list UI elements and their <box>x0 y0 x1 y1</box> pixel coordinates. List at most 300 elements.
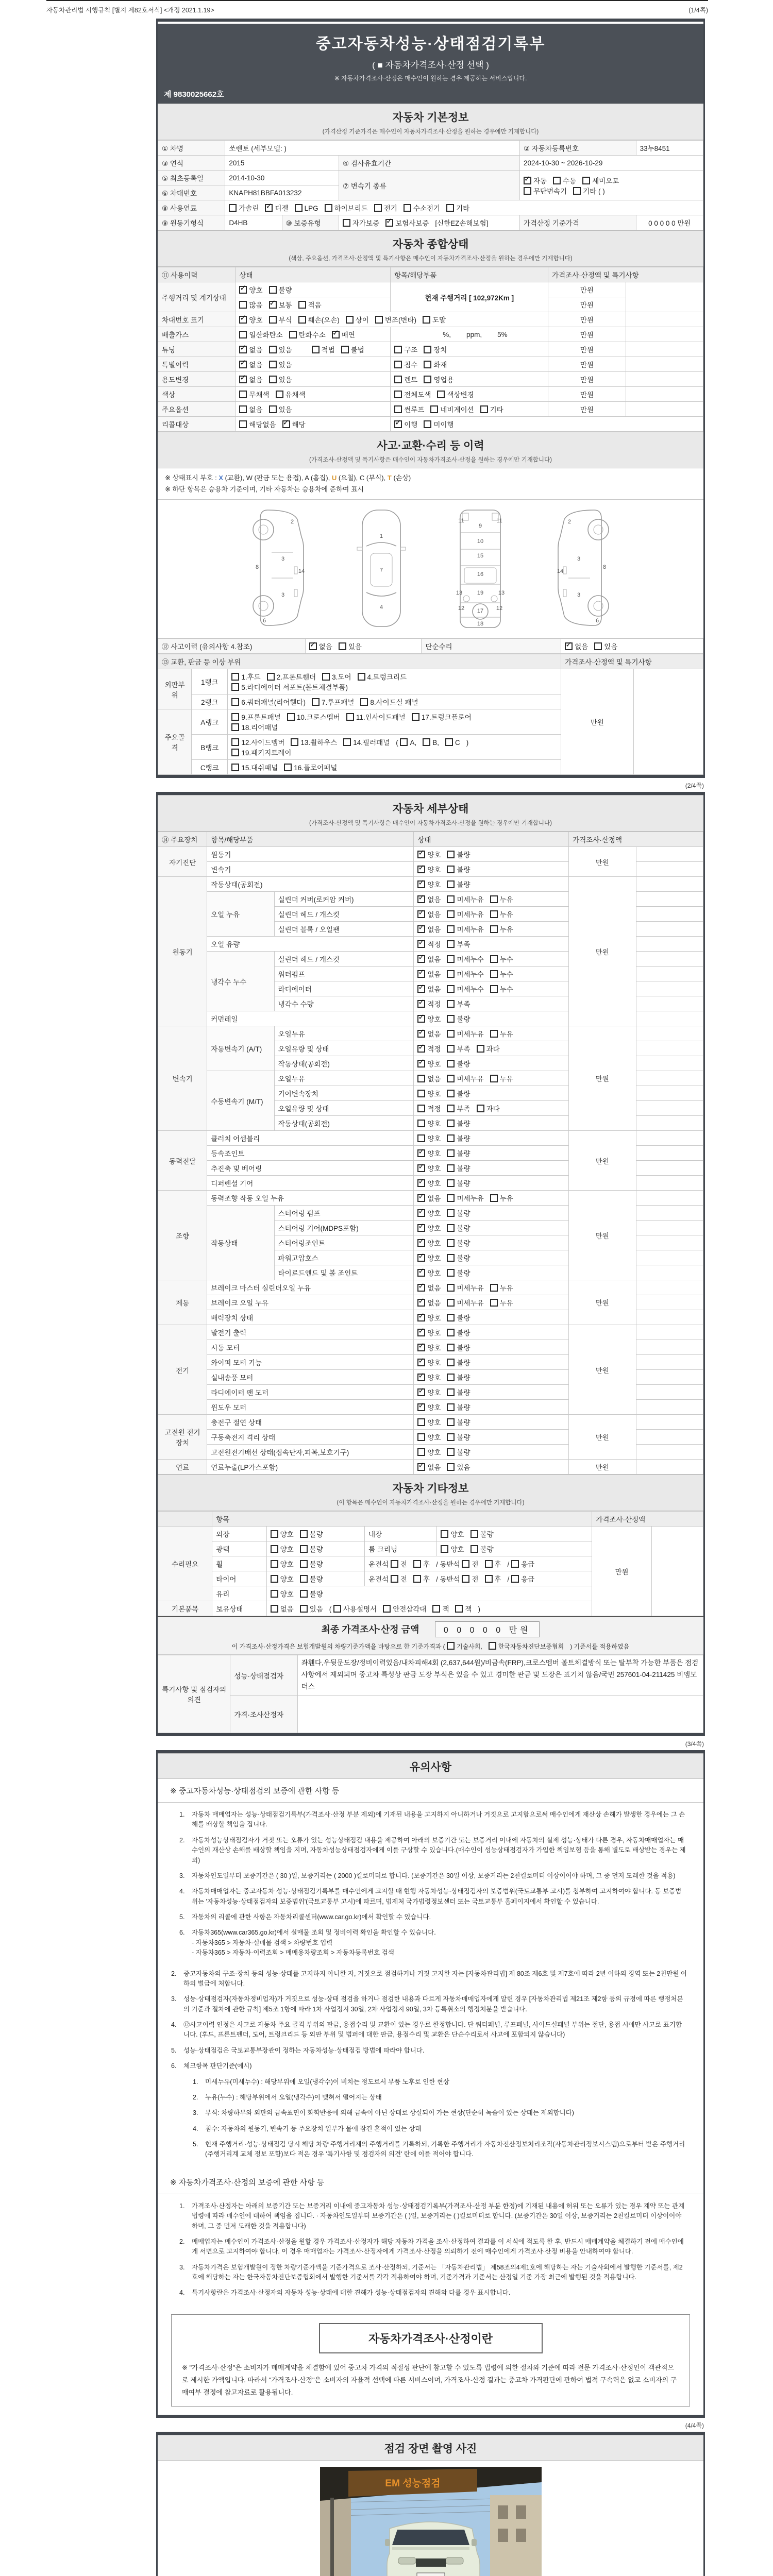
checkbox-option[interactable]: 양호 <box>271 1544 294 1554</box>
checkbox-icon[interactable] <box>490 1075 498 1082</box>
checkbox-group-cell[interactable] <box>414 1460 569 1475</box>
checkbox-option[interactable]: 불량 <box>447 1088 470 1098</box>
checkbox-icon[interactable] <box>322 673 330 681</box>
checkbox-option[interactable]: 불량 <box>447 1402 470 1412</box>
checkbox-group-cell[interactable] <box>414 1235 569 1250</box>
checkbox-icon[interactable] <box>341 346 349 353</box>
checkbox-icon[interactable] <box>447 1194 455 1202</box>
checkbox-option[interactable]: ✓자동 <box>524 175 547 185</box>
checkbox-icon[interactable] <box>271 1545 278 1553</box>
checked-checkbox-icon[interactable] <box>394 420 402 428</box>
checked-checkbox-icon[interactable] <box>417 866 425 873</box>
checkbox-icon[interactable] <box>391 1575 398 1583</box>
checkbox-option[interactable]: ✓ 양호 <box>417 1223 441 1233</box>
checkbox-option[interactable]: 양호 <box>417 1133 441 1143</box>
checkbox-icon[interactable] <box>447 1269 455 1277</box>
checked-checkbox-icon[interactable] <box>417 1299 425 1307</box>
checkbox-option[interactable]: ✓ 없음 <box>417 1193 441 1203</box>
checkbox-option[interactable]: 3.도어 <box>322 671 351 682</box>
checkbox-option[interactable]: 누유 <box>490 924 513 934</box>
checkbox-option[interactable]: 전기 <box>374 202 397 213</box>
checkbox-icon[interactable] <box>231 698 239 706</box>
checkbox-option[interactable]: 불량 <box>447 849 470 859</box>
checked-checkbox-icon[interactable] <box>417 955 425 963</box>
checkbox-option[interactable]: 있음 <box>269 359 292 369</box>
checkbox-icon[interactable] <box>417 1075 425 1082</box>
checkbox-group-cell[interactable] <box>414 847 569 862</box>
checkbox-option[interactable]: 미세누유 <box>447 909 483 919</box>
checkbox-option[interactable]: 11.인사이드패널 <box>346 711 406 722</box>
checkbox-group-cell[interactable] <box>414 1385 569 1400</box>
checkbox-option[interactable]: 누수 <box>490 984 513 994</box>
checkbox-option[interactable]: 16.플로어패널 <box>284 762 337 772</box>
checkbox-option[interactable]: 없음 <box>271 1603 294 1614</box>
checked-checkbox-icon[interactable] <box>309 642 317 650</box>
checkbox-option[interactable]: ✓ 없음 <box>417 969 441 979</box>
checkbox-option[interactable]: 미세누유 <box>447 1028 483 1039</box>
checkbox-icon[interactable] <box>447 1418 455 1426</box>
checkbox-icon[interactable] <box>231 673 239 681</box>
checkbox-icon[interactable] <box>447 1463 455 1471</box>
checkbox-group-cell[interactable] <box>414 1206 569 1221</box>
checkbox-option[interactable]: 미세누유 <box>447 1297 483 1308</box>
checkbox-option[interactable]: ✓ 보험사보증 <box>385 217 429 228</box>
checkbox-icon[interactable] <box>447 1045 455 1053</box>
checkbox-icon[interactable] <box>298 301 306 309</box>
checkbox-icon[interactable] <box>432 1605 440 1613</box>
checkbox-option[interactable]: 부족 <box>447 1103 470 1113</box>
checkbox-option[interactable]: A, <box>400 738 416 747</box>
checkbox-icon[interactable] <box>447 1642 455 1650</box>
checkbox-group-cell[interactable] <box>414 1325 569 1340</box>
checkbox-icon[interactable] <box>447 1403 455 1411</box>
checkbox-icon[interactable] <box>489 1642 496 1650</box>
checkbox-group-cell[interactable] <box>236 357 391 372</box>
checkbox-icon[interactable] <box>582 177 590 184</box>
checkbox-option[interactable]: B, <box>423 738 439 747</box>
checkbox-icon[interactable] <box>490 985 498 993</box>
checkbox-option[interactable]: 훼손(오손) <box>298 314 340 325</box>
checkbox-icon[interactable] <box>447 1120 455 1127</box>
checkbox-group-cell[interactable] <box>414 922 569 937</box>
checkbox-icon[interactable] <box>447 1179 455 1187</box>
checked-checkbox-icon[interactable] <box>417 1015 425 1023</box>
checkbox-icon[interactable] <box>271 1560 278 1568</box>
checked-checkbox-icon[interactable] <box>417 880 425 888</box>
checkbox-option[interactable]: 적음 <box>298 299 322 310</box>
checkbox-group-cell[interactable] <box>414 877 569 892</box>
checkbox-option[interactable]: 없음 <box>417 1073 441 1083</box>
checkbox-option[interactable]: 무단변속기 <box>524 185 567 196</box>
checkbox-icon[interactable] <box>417 1433 425 1441</box>
checkbox-option[interactable]: ✓ 없음 <box>239 374 262 384</box>
checkbox-icon[interactable] <box>447 1000 455 1008</box>
checkbox-icon[interactable] <box>485 1560 493 1568</box>
checkbox-option[interactable]: 잭 <box>432 1603 449 1614</box>
checkbox-option[interactable]: 불량 <box>447 1447 470 1457</box>
checkbox-icon[interactable] <box>417 1105 425 1112</box>
checkbox-option[interactable]: 양호 <box>417 1118 441 1128</box>
checkbox-icon[interactable] <box>490 895 498 903</box>
checkbox-group-cell[interactable] <box>414 907 569 922</box>
checked-checkbox-icon[interactable] <box>417 1239 425 1247</box>
checkbox-group-cell[interactable] <box>561 639 703 654</box>
checkbox-icon[interactable] <box>239 420 247 428</box>
checkbox-option[interactable]: ✓ 양호 <box>239 314 262 325</box>
checkbox-option[interactable]: 자가보증 <box>343 217 379 228</box>
checkbox-icon[interactable] <box>229 204 237 212</box>
checkbox-option[interactable]: 7.루프패널 <box>312 697 354 707</box>
checkbox-option[interactable]: ✓양호 <box>239 284 262 295</box>
checkbox-option[interactable]: 부족 <box>447 998 470 1009</box>
checkbox-option[interactable]: 있음 <box>594 641 617 651</box>
checkbox-option[interactable]: 전체도색 <box>394 389 431 399</box>
checkbox-option[interactable]: 있음 <box>269 374 292 384</box>
checkbox-option[interactable]: 전 <box>462 1573 478 1584</box>
checkbox-option[interactable]: 후 <box>485 1573 501 1584</box>
checked-checkbox-icon[interactable] <box>417 940 425 948</box>
checkbox-option[interactable]: LPG <box>295 204 318 212</box>
checkbox-option[interactable]: 네비게이션 <box>430 404 474 414</box>
checkbox-group-cell[interactable] <box>414 1026 569 1041</box>
checked-checkbox-icon[interactable] <box>417 1329 425 1336</box>
checkbox-option[interactable]: ✓ 양호 <box>417 1208 441 1218</box>
checkbox-option[interactable]: 14.필러패널 <box>343 737 390 747</box>
checkbox-icon[interactable] <box>445 738 453 746</box>
checkbox-option[interactable]: 일산화탄소 <box>239 329 282 340</box>
checkbox-icon[interactable] <box>231 764 239 771</box>
checkbox-option[interactable]: 19.패키지트레이 <box>231 747 291 757</box>
checkbox-option[interactable]: 불량 <box>447 1133 470 1143</box>
checkbox-icon[interactable] <box>470 1545 478 1553</box>
checked-checkbox-icon[interactable] <box>417 895 425 903</box>
checkbox-option[interactable]: 13.휠하우스 <box>291 737 337 747</box>
checkbox-option[interactable]: 있음 <box>447 1462 470 1472</box>
checkbox-option[interactable]: 기타 <box>446 202 469 213</box>
checkbox-option[interactable]: 전 <box>391 1558 407 1569</box>
checkbox-icon[interactable] <box>300 1605 308 1613</box>
checkbox-icon[interactable] <box>424 361 431 368</box>
checkbox-icon[interactable] <box>447 1374 455 1381</box>
checkbox-option[interactable]: 양호 <box>417 1432 441 1442</box>
checkbox-icon[interactable] <box>287 713 295 721</box>
checkbox-option[interactable]: 부족 <box>447 1043 470 1054</box>
checked-checkbox-icon[interactable] <box>417 1284 425 1292</box>
checkbox-option[interactable]: 있음 <box>300 1603 323 1614</box>
checkbox-icon[interactable] <box>490 925 498 933</box>
checkbox-option[interactable]: 전 <box>391 1573 407 1584</box>
checkbox-option[interactable]: 적법 <box>312 344 335 354</box>
checkbox-option[interactable]: 15.대쉬패널 <box>231 762 278 772</box>
checked-checkbox-icon[interactable] <box>417 1045 425 1053</box>
checkbox-group-cell[interactable] <box>236 417 391 432</box>
checkbox-icon[interactable] <box>446 204 454 212</box>
checkbox-option[interactable]: 전 <box>462 1558 478 1569</box>
checkbox-option[interactable]: 과다 <box>477 1103 500 1113</box>
checkbox-option[interactable]: 1.후드 <box>231 671 260 682</box>
checkbox-option[interactable]: 양호 <box>417 1447 441 1457</box>
checkbox-option[interactable]: 많음 <box>239 299 262 310</box>
checkbox-option[interactable]: 미세누유 <box>447 1073 483 1083</box>
checkbox-group-cell[interactable] <box>225 200 703 215</box>
checkbox-option[interactable]: 도말 <box>423 314 446 325</box>
checkbox-option[interactable]: 영업용 <box>424 374 453 384</box>
checkbox-group-cell[interactable] <box>414 1056 569 1071</box>
checkbox-option[interactable]: 불량 <box>300 1573 323 1584</box>
checkbox-option[interactable]: ✓ 적정 <box>417 1043 441 1054</box>
checkbox-option[interactable]: 6.쿼터패널(리어휀다) <box>231 697 306 707</box>
checkbox-group-cell[interactable] <box>414 1011 569 1026</box>
checkbox-option[interactable]: 가솔린 <box>229 202 259 213</box>
checkbox-icon[interactable] <box>594 642 602 650</box>
checkbox-icon[interactable] <box>424 376 431 383</box>
checkbox-icon[interactable] <box>374 204 382 212</box>
checkbox-icon[interactable] <box>447 851 455 858</box>
checkbox-option[interactable]: ✓ 양호 <box>417 1357 441 1367</box>
checkbox-group-cell[interactable] <box>365 1556 592 1571</box>
checkbox-icon[interactable] <box>300 1575 308 1583</box>
checkbox-option[interactable]: ✓ 없음 <box>417 1462 441 1472</box>
checkbox-group-cell[interactable] <box>414 981 569 996</box>
checkbox-option[interactable]: 한국자동차진단보증협회 <box>489 1642 564 1651</box>
checkbox-icon[interactable] <box>447 1209 455 1217</box>
checkbox-group-cell[interactable] <box>391 357 548 372</box>
checked-checkbox-icon[interactable] <box>417 1209 425 1217</box>
checked-checkbox-icon[interactable] <box>417 1000 425 1008</box>
checkbox-option[interactable]: 불량 <box>447 1372 470 1382</box>
checkbox-group-cell[interactable] <box>414 862 569 877</box>
checkbox-icon[interactable] <box>441 1545 448 1553</box>
checkbox-icon[interactable] <box>511 1575 519 1583</box>
checkbox-icon[interactable] <box>383 1605 391 1613</box>
checkbox-group-cell[interactable] <box>266 1527 365 1541</box>
checkbox-icon[interactable] <box>447 880 455 888</box>
checkbox-option[interactable]: 후 <box>413 1573 430 1584</box>
checkbox-icon[interactable] <box>300 1560 308 1568</box>
checkbox-icon[interactable] <box>447 1448 455 1456</box>
checkbox-icon[interactable] <box>360 698 368 706</box>
checkbox-option[interactable]: ✓ 양호 <box>417 1372 441 1382</box>
checkbox-group-cell[interactable] <box>414 1400 569 1415</box>
checkbox-option[interactable]: 장치 <box>424 344 447 354</box>
checkbox-group-cell[interactable] <box>236 387 391 402</box>
checkbox-option[interactable]: 불량 <box>447 1327 470 1337</box>
checkbox-option[interactable]: 불량 <box>447 1387 470 1397</box>
checkbox-option[interactable]: 있음 <box>339 641 362 651</box>
checkbox-group-cell[interactable] <box>339 215 519 230</box>
checkbox-option[interactable]: 미세누유 <box>447 894 483 904</box>
checkbox-option[interactable]: ✓ 없음 <box>417 954 441 964</box>
checkbox-option[interactable]: ✓ 없음 <box>417 984 441 994</box>
checked-checkbox-icon[interactable] <box>417 851 425 858</box>
checkbox-option[interactable]: 불량 <box>447 1163 470 1173</box>
checkbox-option[interactable]: ✓ 없음 <box>309 641 332 651</box>
checked-checkbox-icon[interactable] <box>385 219 393 227</box>
checkbox-option[interactable]: 누수 <box>490 969 513 979</box>
checkbox-icon[interactable] <box>269 376 277 383</box>
checkbox-option[interactable]: 양호 <box>271 1588 294 1599</box>
checkbox-group-cell[interactable] <box>414 1430 569 1445</box>
checkbox-icon[interactable] <box>333 1605 341 1613</box>
checkbox-icon[interactable] <box>413 1560 421 1568</box>
checkbox-group-cell[interactable] <box>414 1295 569 1310</box>
checkbox-group-cell[interactable] <box>391 372 548 387</box>
checkbox-icon[interactable] <box>400 738 408 746</box>
checkbox-icon[interactable] <box>291 738 298 746</box>
checkbox-icon[interactable] <box>490 1299 498 1307</box>
checkbox-option[interactable]: 해당없음 <box>239 419 276 429</box>
checkbox-icon[interactable] <box>447 910 455 918</box>
checkbox-option[interactable]: 양호 <box>271 1529 294 1539</box>
checked-checkbox-icon[interactable] <box>417 1194 425 1202</box>
checkbox-icon[interactable] <box>231 749 239 756</box>
checkbox-icon[interactable] <box>343 738 351 746</box>
checked-checkbox-icon[interactable] <box>265 204 273 212</box>
checkbox-icon[interactable] <box>447 1224 455 1232</box>
checkbox-option[interactable]: ✓ 양호 <box>417 1178 441 1188</box>
checkbox-option[interactable]: 후 <box>413 1558 430 1569</box>
checkbox-icon[interactable] <box>477 1105 484 1112</box>
checkbox-option[interactable]: 썬루프 <box>394 404 424 414</box>
checkbox-option[interactable]: 5.라디에이터 서포트(볼트체결부품) <box>231 682 348 692</box>
checkbox-option[interactable]: 양호 <box>417 1417 441 1427</box>
checkbox-icon[interactable] <box>300 1590 308 1598</box>
checkbox-icon[interactable] <box>231 738 239 746</box>
checkbox-icon[interactable] <box>284 764 292 771</box>
checkbox-group-cell[interactable] <box>414 1370 569 1385</box>
checkbox-option[interactable]: 과다 <box>477 1043 500 1054</box>
checkbox-icon[interactable] <box>447 985 455 993</box>
checkbox-group-cell[interactable] <box>236 342 391 357</box>
checkbox-option[interactable]: 불량 <box>447 1208 470 1218</box>
checkbox-option[interactable]: 없음 <box>239 404 262 414</box>
checkbox-option[interactable]: ✓ 없음 <box>417 1028 441 1039</box>
checked-checkbox-icon[interactable] <box>332 331 340 338</box>
checked-checkbox-icon[interactable] <box>269 301 277 309</box>
checkbox-icon[interactable] <box>269 316 277 324</box>
checkbox-group-cell[interactable] <box>414 1146 569 1161</box>
checkbox-option[interactable]: ✓ 양호 <box>417 1402 441 1412</box>
checkbox-option[interactable]: 양호 <box>417 1088 441 1098</box>
checkbox-icon[interactable] <box>295 204 303 212</box>
checkbox-icon[interactable] <box>239 331 247 338</box>
checkbox-icon[interactable] <box>447 1314 455 1321</box>
checkbox-option[interactable]: 17.트렁크플로어 <box>412 711 472 722</box>
checkbox-group-cell[interactable] <box>414 1445 569 1460</box>
checkbox-option[interactable]: 불량 <box>447 1342 470 1352</box>
checked-checkbox-icon[interactable] <box>417 1030 425 1038</box>
checkbox-icon[interactable] <box>441 1530 448 1538</box>
checkbox-option[interactable]: ✓ 없음 <box>417 909 441 919</box>
checkbox-option[interactable]: 수소전기 <box>404 202 440 213</box>
checkbox-group-cell[interactable] <box>414 1071 569 1086</box>
checkbox-group-cell[interactable] <box>414 892 569 907</box>
checkbox-option[interactable]: 4.트렁크리드 <box>358 671 407 682</box>
checkbox-option[interactable]: 불량 <box>300 1544 323 1554</box>
checkbox-option[interactable]: 적정 <box>417 1103 441 1113</box>
checkbox-option[interactable]: 화재 <box>424 359 447 369</box>
checkbox-group-cell[interactable] <box>414 1176 569 1191</box>
checkbox-icon[interactable] <box>423 316 430 324</box>
checkbox-option[interactable]: 불량 <box>269 284 292 295</box>
checkbox-icon[interactable] <box>417 1090 425 1097</box>
checkbox-option[interactable]: 불량 <box>447 879 470 889</box>
checkbox-icon[interactable] <box>447 1015 455 1023</box>
checkbox-group-cell[interactable] <box>236 312 548 327</box>
checkbox-icon[interactable] <box>490 1194 498 1202</box>
checkbox-group-cell[interactable] <box>414 996 569 1011</box>
checkbox-option[interactable]: 누유 <box>490 894 513 904</box>
checked-checkbox-icon[interactable] <box>417 985 425 993</box>
checked-checkbox-icon[interactable] <box>417 1403 425 1411</box>
checkbox-icon[interactable] <box>312 698 320 706</box>
checkbox-icon[interactable] <box>430 405 438 413</box>
checkbox-option[interactable]: 변조(변타) <box>375 314 416 325</box>
checkbox-option[interactable]: 상이 <box>346 314 369 325</box>
checkbox-option[interactable]: 누유 <box>490 1193 513 1203</box>
checkbox-icon[interactable] <box>447 1359 455 1366</box>
checkbox-option[interactable]: 후 <box>485 1558 501 1569</box>
checkbox-option[interactable]: 양호 <box>441 1544 464 1554</box>
checkbox-icon[interactable] <box>346 316 354 324</box>
checkbox-icon[interactable] <box>447 1105 455 1112</box>
checkbox-icon[interactable] <box>490 1030 498 1038</box>
checkbox-option[interactable]: ✓ 양호 <box>417 1163 441 1173</box>
checkbox-icon[interactable] <box>404 204 411 212</box>
checkbox-group-cell[interactable] <box>236 327 391 342</box>
checkbox-group-cell[interactable] <box>391 402 548 417</box>
checkbox-option[interactable]: ✓ 없음 <box>565 641 588 651</box>
checkbox-group-cell[interactable] <box>266 1556 365 1571</box>
checkbox-icon[interactable] <box>462 1575 469 1583</box>
checkbox-group-cell[interactable] <box>391 342 548 357</box>
checkbox-icon[interactable] <box>447 1149 455 1157</box>
checkbox-option[interactable]: 불량 <box>447 1357 470 1367</box>
checkbox-option[interactable]: 누유 <box>490 909 513 919</box>
checkbox-option[interactable]: 응급 <box>511 1558 534 1569</box>
checkbox-group-cell[interactable] <box>414 1355 569 1370</box>
checked-checkbox-icon[interactable] <box>417 1463 425 1471</box>
checkbox-option[interactable]: ✓ 양호 <box>417 1312 441 1323</box>
checkbox-option[interactable]: 안전삼각대 <box>383 1603 426 1614</box>
checkbox-icon[interactable] <box>269 405 277 413</box>
checkbox-group-cell[interactable] <box>414 1041 569 1056</box>
checkbox-group-cell[interactable] <box>236 297 391 312</box>
checkbox-group-cell[interactable] <box>391 417 703 432</box>
checked-checkbox-icon[interactable] <box>417 1314 425 1321</box>
checkbox-option[interactable]: 불량 <box>447 1252 470 1263</box>
checkbox-icon[interactable] <box>573 187 581 195</box>
checkbox-icon[interactable] <box>325 204 332 212</box>
checkbox-option[interactable]: 수동 <box>553 175 576 185</box>
checked-checkbox-icon[interactable] <box>239 286 247 294</box>
checked-checkbox-icon[interactable] <box>239 316 247 324</box>
checkbox-group-cell[interactable] <box>266 1586 592 1601</box>
checkbox-option[interactable]: ✓ 양호 <box>417 1252 441 1263</box>
checkbox-icon[interactable] <box>553 177 561 184</box>
checkbox-icon[interactable] <box>447 1284 455 1292</box>
checkbox-option[interactable]: 8.사이드실 패널 <box>360 697 418 707</box>
checkbox-group-cell[interactable] <box>414 1415 569 1430</box>
checkbox-icon[interactable] <box>447 1075 455 1082</box>
checkbox-option[interactable]: ✓ 디젤 <box>265 202 288 213</box>
checkbox-group-cell[interactable] <box>414 937 569 952</box>
checkbox-option[interactable]: 불량 <box>300 1529 323 1539</box>
checkbox-group-cell[interactable] <box>228 694 561 709</box>
checked-checkbox-icon[interactable] <box>417 1060 425 1067</box>
checkbox-group-cell[interactable] <box>228 760 561 775</box>
checkbox-option[interactable]: 미세누수 <box>447 984 483 994</box>
